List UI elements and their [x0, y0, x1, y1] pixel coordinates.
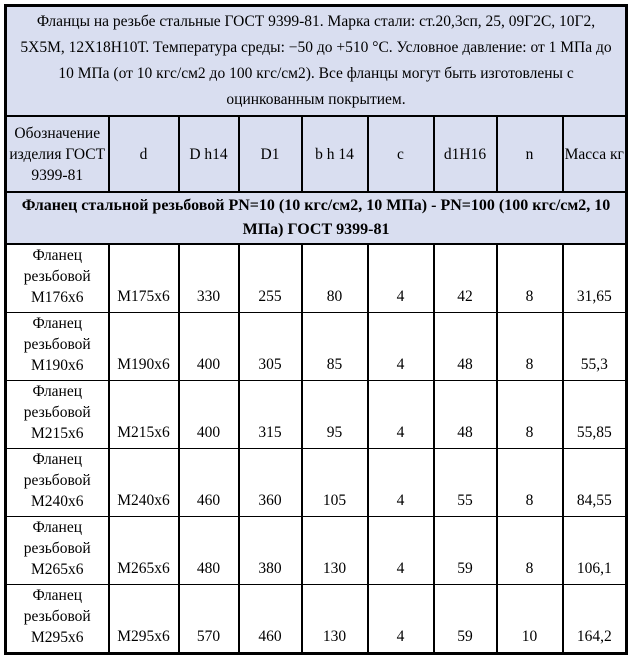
- table-header-row: [6, 116, 627, 192]
- cell-d1H16: 59: [434, 517, 497, 585]
- cell-c: 4: [368, 585, 434, 654]
- intro-row: [6, 6, 627, 117]
- cell-c: 4: [368, 517, 434, 585]
- table-row: [6, 517, 627, 585]
- cell-designation: Фланец резьбовой М240х6: [6, 449, 109, 517]
- cell-mass: 31,65: [563, 244, 627, 313]
- cell-c: 4: [368, 244, 434, 313]
- cell-n: 8: [497, 244, 563, 313]
- table-row: [6, 585, 627, 654]
- cell-b-h14: 105: [302, 449, 368, 517]
- column-header-D-h14: D h14: [179, 116, 239, 192]
- cell-n: 8: [497, 517, 563, 585]
- cell-d1H16: 42: [434, 244, 497, 313]
- cell-D1: 305: [239, 313, 302, 381]
- table-row: [6, 449, 627, 517]
- column-header-c: c: [368, 116, 434, 192]
- column-header-d1H16: d1H16: [434, 116, 497, 192]
- table-row: [6, 313, 627, 381]
- cell-n: 8: [497, 381, 563, 449]
- cell-mass: 164,2: [563, 585, 627, 654]
- cell-d1H16: 59: [434, 585, 497, 654]
- cell-designation: Фланец резьбовой М265х6: [6, 517, 109, 585]
- flange-spec-table: [4, 4, 628, 655]
- cell-d: М295х6: [109, 585, 179, 654]
- column-header-mass: Масса кг: [563, 116, 627, 192]
- cell-d1H16: 48: [434, 313, 497, 381]
- cell-d1H16: 55: [434, 449, 497, 517]
- cell-b-h14: 95: [302, 381, 368, 449]
- cell-b-h14: 80: [302, 244, 368, 313]
- cell-c: 4: [368, 381, 434, 449]
- cell-D1: 460: [239, 585, 302, 654]
- cell-b-h14: 85: [302, 313, 368, 381]
- cell-designation: Фланец резьбовой М295х6: [6, 585, 109, 654]
- column-header-b-h14: b h 14: [302, 116, 368, 192]
- cell-D-h14: 480: [179, 517, 239, 585]
- cell-mass: 55,85: [563, 381, 627, 449]
- cell-designation: Фланец резьбовой М215х6: [6, 381, 109, 449]
- table-row: [6, 244, 627, 313]
- cell-d: М240х6: [109, 449, 179, 517]
- table-row: [6, 381, 627, 449]
- cell-D-h14: 570: [179, 585, 239, 654]
- cell-D1: 315: [239, 381, 302, 449]
- cell-mass: 55,3: [563, 313, 627, 381]
- cell-D-h14: 400: [179, 313, 239, 381]
- cell-d: М190х6: [109, 313, 179, 381]
- table-body: [6, 244, 627, 654]
- cell-d: М265х6: [109, 517, 179, 585]
- cell-D-h14: 460: [179, 449, 239, 517]
- column-header-n: n: [497, 116, 563, 192]
- cell-b-h14: 130: [302, 585, 368, 654]
- cell-d: М175х6: [109, 244, 179, 313]
- cell-n: 10: [497, 585, 563, 654]
- cell-D-h14: 400: [179, 381, 239, 449]
- cell-c: 4: [368, 449, 434, 517]
- cell-designation: Фланец резьбовой М190х6: [6, 313, 109, 381]
- cell-d: М215х6: [109, 381, 179, 449]
- cell-D-h14: 330: [179, 244, 239, 313]
- column-header-D1: D1: [239, 116, 302, 192]
- cell-n: 8: [497, 313, 563, 381]
- section-title-row: [6, 192, 627, 244]
- cell-n: 8: [497, 449, 563, 517]
- intro-paragraph: Фланцы на резьбе стальные ГОСТ 9399-81. Марка стали: ст.20,3сп, 25, 09Г2С, 10Г2, 5Х5М, 12Х18Н10Т. Температура среды: −50 до +510 °С. Условное давление: от 1 МПа до 10 МПа (от 10 кгс/см2 до 100 кгс/см2). Все фланцы могут быть изготовлены с оцинкованным покрытием.: [6, 6, 627, 117]
- cell-designation: Фланец резьбовой М176х6: [6, 244, 109, 313]
- column-header-d: d: [109, 116, 179, 192]
- cell-mass: 84,55: [563, 449, 627, 517]
- cell-D1: 255: [239, 244, 302, 313]
- cell-D1: 360: [239, 449, 302, 517]
- cell-b-h14: 130: [302, 517, 368, 585]
- cell-c: 4: [368, 313, 434, 381]
- cell-d1H16: 48: [434, 381, 497, 449]
- column-header-designation: Обозначение изделия ГОСТ 9399-81: [6, 116, 109, 192]
- cell-mass: 106,1: [563, 517, 627, 585]
- cell-D1: 380: [239, 517, 302, 585]
- section-title: Фланец стальной резьбовой PN=10 (10 кгс/см2, 10 МПа) - PN=100 (100 кгс/см2, 10 МПа) ГОСТ 9399-81: [6, 192, 627, 244]
